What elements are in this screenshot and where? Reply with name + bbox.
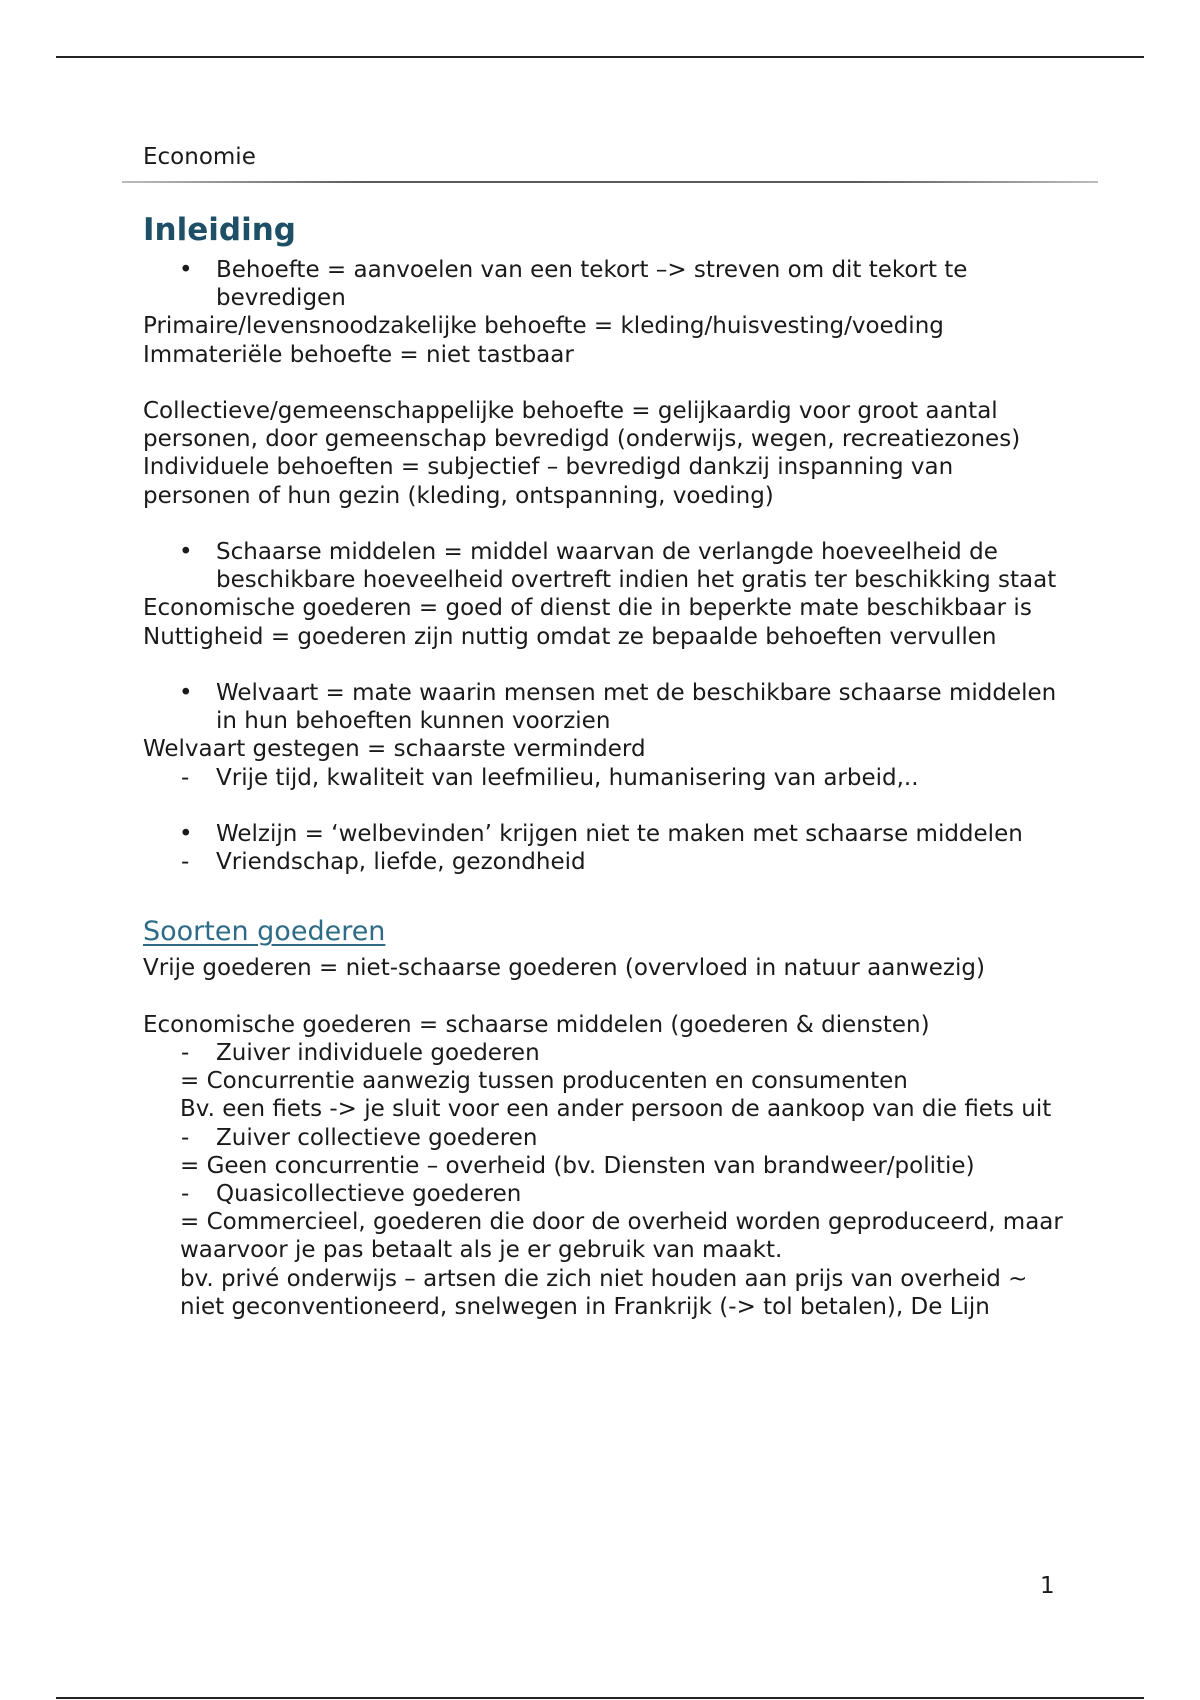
bullet-marker: •: [179, 680, 193, 706]
dash-text: Vriendschap, liefde, gezondheid: [216, 849, 586, 876]
dash-individueel: [143, 1039, 1063, 1067]
page-top-border: [56, 56, 1144, 58]
text-individueel-bv: Bv. een fiets -> je sluit voor een ander persoon de aankoop van die fiets uit: [180, 1096, 1052, 1123]
bullet-welzijn: [143, 820, 1063, 848]
text-quasi-def: = Commercieel, goederen die door de overheid worden geproduceerd, maar waarvoor je pas betaalt als je er gebruik van maakt.: [180, 1209, 1063, 1264]
bullet-marker: •: [179, 821, 193, 847]
bullet-schaarse-middelen: [143, 538, 1063, 594]
dash-text: Vrije tijd, kwaliteit van leefmilieu, humanisering van arbeid,..: [216, 764, 919, 791]
text-vrije-goederen: Vrije goederen = niet-schaarse goederen (overvloed in natuur aanwezig): [143, 955, 985, 982]
dash-marker: -: [181, 1124, 190, 1151]
dash-quasicollectief: [143, 1180, 1063, 1208]
dash-marker: -: [181, 1181, 190, 1208]
dash-collectief: [143, 1124, 1063, 1152]
text-economische-goederen: Economische goederen = goed of dienst die in beperkte mate beschikbaar is: [143, 595, 1032, 622]
heading-soorten-goederen: Soorten goederen: [143, 916, 386, 948]
text-individuele: Individuele behoeften = subjectief – bevredigd dankzij inspanning van personen of hun gezin (kleding, ontspanning, voeding): [143, 454, 954, 509]
dash-welvaart: [143, 764, 1063, 792]
bullet-text: Welvaart = mate waarin mensen met de beschikbare schaarse middelen in hun behoeften kunnen voorzien: [216, 680, 1057, 735]
heading-inleiding: Inleiding: [143, 212, 296, 248]
document-body: [143, 206, 1063, 1321]
dash-text: Zuiver collectieve goederen: [216, 1124, 538, 1151]
text-collectieve: Collectieve/gemeenschappelijke behoefte = gelijkaardig voor groot aantal personen, door gemeenschap bevredigd (onderwijs, wegen, recreatiezones): [143, 398, 1021, 453]
page-number: 1: [1040, 1573, 1055, 1599]
dash-marker: -: [181, 849, 190, 876]
bullet-text: Behoefte = aanvoelen van een tekort –> streven om dit tekort te bevredigen: [216, 257, 968, 312]
text-primaire: Primaire/levensnoodzakelijke behoefte = kleding/huisvesting/voeding: [143, 313, 944, 340]
text-quasi-bv: bv. privé onderwijs – artsen die zich niet houden aan prijs van overheid ~ niet geconventioneerd, snelwegen in Frankrijk (-> tol betalen), De Lijn: [180, 1265, 1028, 1320]
header-rule: [122, 181, 1098, 183]
dash-marker: -: [181, 764, 190, 791]
text-welvaart-gestegen: Welvaart gestegen = schaarste verminderd: [143, 736, 646, 763]
text-individueel-def: = Concurrentie aanwezig tussen producenten en consumenten: [180, 1068, 908, 1095]
text-immateriele: Immateriële behoefte = niet tastbaar: [143, 341, 574, 368]
document-header: Economie: [143, 144, 256, 170]
bullet-marker: •: [179, 257, 193, 283]
bullet-marker: •: [179, 539, 193, 565]
bullet-text: Schaarse middelen = middel waarvan de verlangde hoeveelheid de beschikbare hoeveelheid overtreft indien het gratis ter beschikking staat: [216, 539, 1057, 594]
text-economische-goederen-2: Economische goederen = schaarse middelen (goederen & diensten): [143, 1011, 930, 1038]
dash-marker: -: [181, 1040, 190, 1066]
dash-welzijn: [143, 848, 1063, 876]
dash-text: Quasicollectieve goederen: [216, 1181, 522, 1208]
page-bottom-border: [56, 1697, 1144, 1699]
text-collectief-def: = Geen concurrentie – overheid (bv. Diensten van brandweer/politie): [180, 1152, 975, 1179]
bullet-behoefte: [143, 256, 1063, 312]
text-nuttigheid: Nuttigheid = goederen zijn nuttig omdat ze bepaalde behoeften vervullen: [143, 623, 997, 650]
bullet-welvaart: [143, 679, 1063, 735]
bullet-text: Welzijn = ‘welbevinden’ krijgen niet te maken met schaarse middelen: [216, 821, 1023, 847]
dash-text: Zuiver individuele goederen: [216, 1040, 540, 1066]
